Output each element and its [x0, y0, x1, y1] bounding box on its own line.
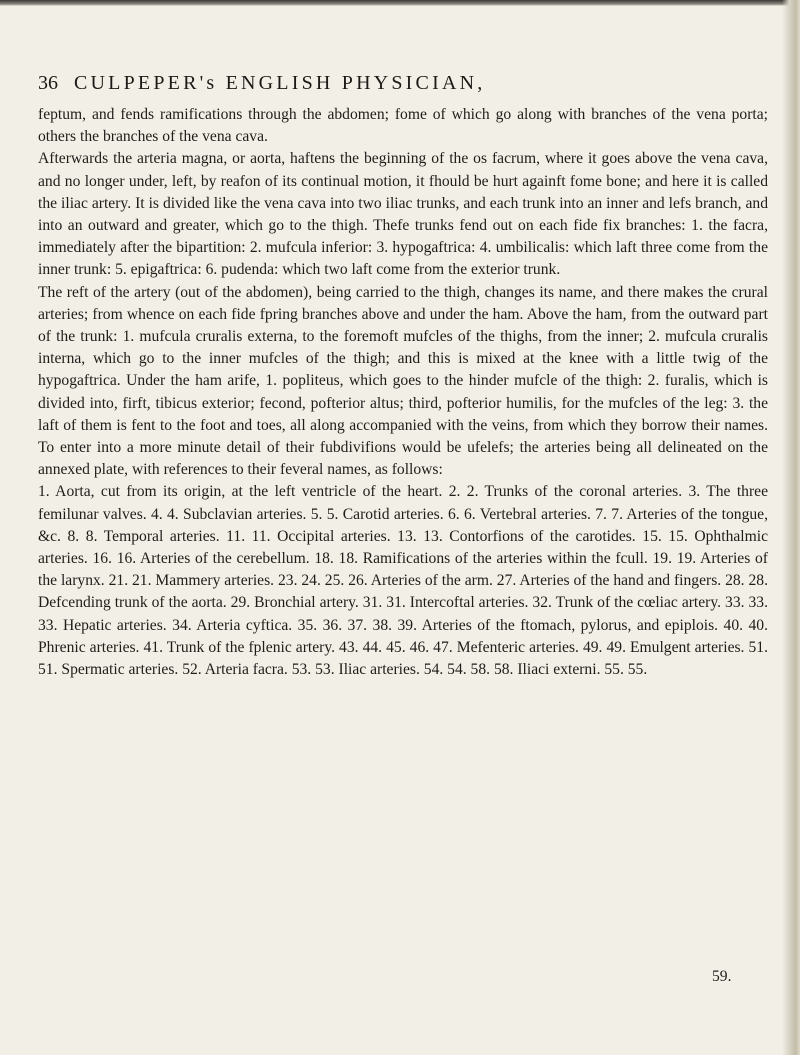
paragraph-plate-references: 1. Aorta, cut from its origin, at the left ventricle of the heart. 2. 2. Trunks of the coronal arteries. 3. The three femilunar valves. 4. 4. Subclavian arteries. 5. 5. Carotid arteries. 6. 6. Vertebral arteries. 7. 7. Arteries of the tongue, &c. 8. 8. Temporal arteries. 11. 11. Occipital arteries. 13. 13. Contorfions of the carotides. 15. 15. Ophthalmic arteries. 16. 16. Arteries of the cerebellum. 18. 18. Ramifications of the arteries within the fcull. 19. 19. Arteries of the larynx. 21. 21. Mammery arteries. 23. 24. 25. 26. Arteries of the arm. 27. Arteries of the hand and fingers. 28. 28. Defcending trunk of the aorta. 29. Bronchial artery. 31. 31. Intercoftal arteries. 32. Trunk of the cœliac artery. 33. 33. 33. Hepatic arteries. 34. Arteria cyftica. 35. 36. 37. 38. 39. Arteries of the ftomach, pylorus, and epiplois. 40. 40. Phrenic arteries. 41. Trunk of the fplenic artery. 43. 44. 45. 46. 47. Mefenteric arteries. 49. 49. Emulgent arteries. 51. 51. Spermatic arteries. 52. Arteria facra. 53. 53. Iliac arteries. 54. 54. 58. 58. Iliaci externi. 55. 55. — [38, 483, 768, 679]
right-page-edge — [782, 0, 800, 1055]
body-text — [38, 104, 768, 681]
top-edge-shadow — [0, 0, 800, 6]
page-number: 36 — [38, 72, 58, 94]
paragraph-crural-arteries: The reft of the artery (out of the abdomen), being carried to the thigh, changes its name, and there makes the crural arteries; from whence on each fide fpring branches above and under the ham. Above the ham, from the outward part of the trunk: 1. mufcula cruralis externa, to the foremoft mufcles of the thighs, from the inner; 2. mufcula cruralis interna, which go to the inner mufcles of the thigh; and this is mixed at the knee with a little twig of the hypogaftrica. Under the ham arife, 1. popliteus, which goes to the hinder mufcle of the thigh: 2. furalis, which is divided into, firft, tibicus exterior; fecond, pofterior altus; third, pofterior humilis, for the mufcles of the leg: 3. the laft of them is fent to the foot and toes, all along accompanied with the veins, from which they borrow their names. To enter into a more minute detail of their fubdivifions would be ufelefs; the arteries being all delineated on the annexed plate, with references to their feveral names, as follows: — [38, 283, 768, 479]
paragraph-aorta: Afterwards the arteria magna, or aorta, haftens the beginning of the os facrum, where it goes above the vena cava, and no longer under, left, by reafon of its continual motion, it fhould be hurt againft fome bone; and here it is called the iliac artery. It is divided like the vena cava into two iliac trunks, and each trunk into an inner and lefs branch, and into an outward and greater, which go to the thigh. Thefe trunks fend out on each fide fix branches: 1. the facra, immediately after the bipartition: 2. mufcula inferior: 3. hypogaftrica: 4. umbilicalis: which laft three come from the inner trunk: 5. epigaftrica: 6. pudenda: which two laft come from the exterior trunk. — [38, 150, 768, 279]
running-head — [38, 72, 768, 100]
catchword: 59. — [712, 968, 732, 985]
page-title: CULPEPER's ENGLISH PHYSICIAN, — [74, 72, 486, 94]
paragraph-continuation: feptum, and fends ramifications through the abdomen; fome of which go along with branches of the vena porta; others the branches of the vena cava. — [38, 106, 768, 146]
